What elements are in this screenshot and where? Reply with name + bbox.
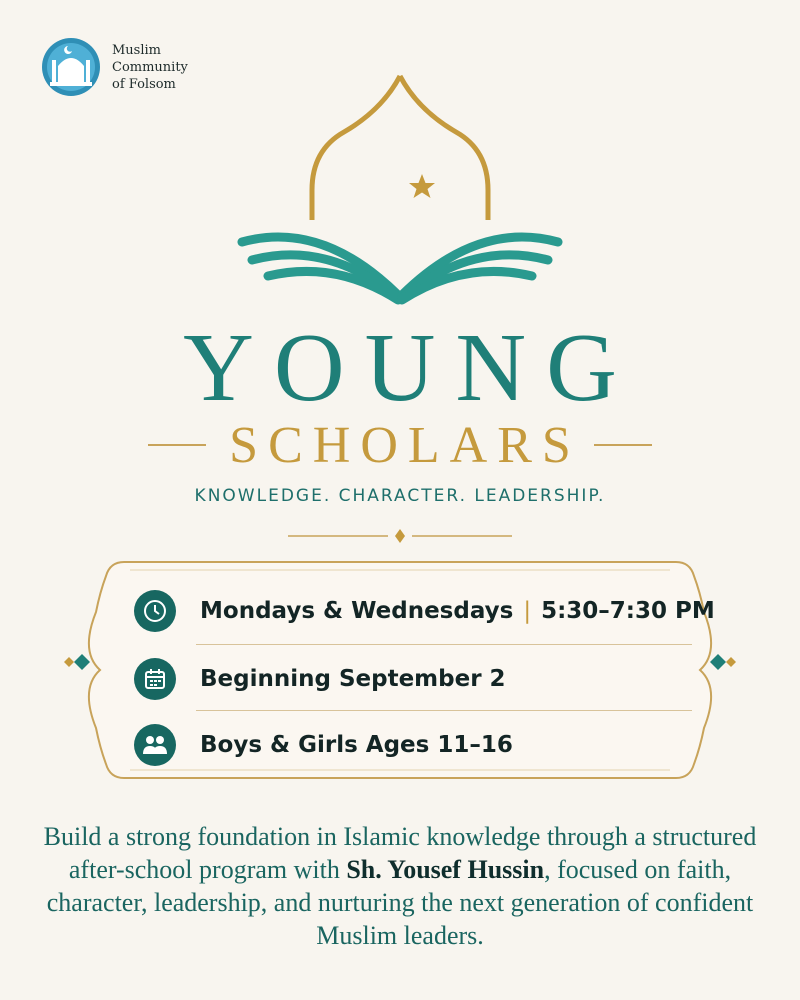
description-text-end: , focused on faith, character, leadership, and nurturing the next generation of confident Muslim leaders. <box>46 855 754 950</box>
start-date-text: Beginning September 2 <box>200 666 506 692</box>
row-divider <box>196 644 692 645</box>
program-description <box>40 820 760 952</box>
org-branding <box>40 36 188 98</box>
schedule-time: 5:30–7:30 PM <box>541 598 715 624</box>
mosque-logo-icon <box>40 36 102 98</box>
right-ornament-icon <box>710 654 736 670</box>
schedule-text <box>200 598 715 624</box>
org-name-line: of Folsom <box>112 76 176 92</box>
schedule-separator: | <box>523 598 532 624</box>
org-name-line: Community <box>112 59 188 75</box>
star-icon <box>409 174 435 198</box>
ornamental-divider <box>288 526 512 546</box>
org-name <box>112 42 188 93</box>
description-text: Build a strong foundation in Islamic knowledge through a structured after-school program with <box>43 822 757 884</box>
ages-row <box>134 724 513 766</box>
ages-text: Boys & Girls Ages 11–16 <box>200 732 513 758</box>
title-scholars: SCHOLARS <box>229 417 581 474</box>
dome-outline <box>312 76 400 220</box>
row-divider <box>196 710 692 711</box>
people-icon <box>134 724 176 766</box>
start-date-row <box>134 658 506 700</box>
calendar-icon <box>134 658 176 700</box>
dome-book-emblem <box>232 70 568 310</box>
title-scholars-row <box>0 418 800 478</box>
details-card <box>60 552 740 788</box>
org-name-line: Muslim <box>112 42 161 58</box>
title-rule-right <box>594 444 652 446</box>
left-ornament-icon <box>64 654 90 670</box>
open-book-icon <box>242 237 558 300</box>
schedule-days: Mondays & Wednesdays <box>200 598 514 624</box>
crescent-icon <box>372 150 436 213</box>
schedule-row <box>134 590 715 632</box>
teacher-name: Sh. Yousef Hussin <box>346 855 545 884</box>
title-young: YOUNG <box>183 314 637 422</box>
clock-icon <box>134 590 176 632</box>
tagline: KNOWLEDGE. CHARACTER. LEADERSHIP. <box>194 486 606 506</box>
